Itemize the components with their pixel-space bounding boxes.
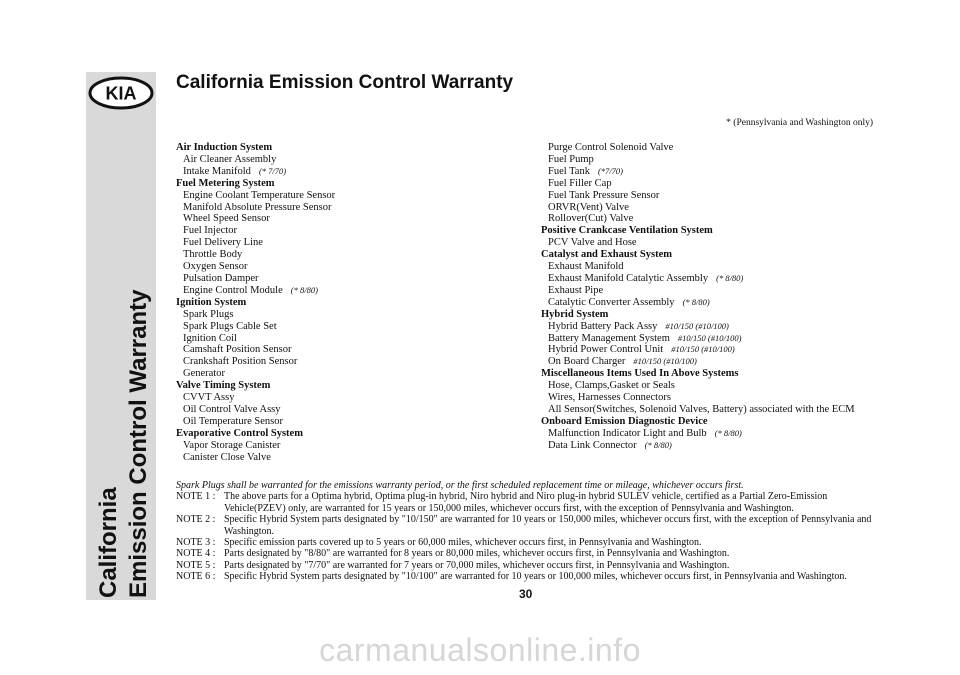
part-item bbox=[541, 404, 886, 416]
part-item bbox=[541, 440, 886, 452]
part-item bbox=[176, 392, 526, 404]
part-item bbox=[176, 154, 526, 166]
part-name: Engine Control Module bbox=[183, 284, 283, 296]
part-item bbox=[176, 416, 526, 428]
part-name: Fuel Filler Cap bbox=[548, 177, 612, 189]
note-text: Specific Hybrid System parts designated by "10/150" are warranted for 10 years or 150,000 miles, whichever occurs first, with the exception of Pennsylvania and Washington. bbox=[224, 514, 872, 537]
system-heading bbox=[541, 368, 886, 380]
system-heading bbox=[541, 416, 886, 428]
system-heading-text: Fuel Metering System bbox=[176, 177, 275, 189]
note-item bbox=[176, 514, 881, 537]
part-item bbox=[541, 344, 886, 356]
part-name: Oil Control Valve Assy bbox=[183, 403, 281, 415]
system-heading bbox=[541, 225, 886, 237]
part-name: Catalytic Converter Assembly bbox=[548, 296, 675, 308]
part-name: Fuel Pump bbox=[548, 153, 594, 165]
part-name: PCV Valve and Hose bbox=[548, 237, 637, 249]
sidebar-title-line2: Emission Control Warranty bbox=[125, 289, 152, 598]
scope-note: * (Pennsylvania and Washington only) bbox=[726, 118, 873, 128]
note-item bbox=[176, 537, 881, 548]
system-heading-text: Air Induction System bbox=[176, 142, 273, 153]
part-name: Oxygen Sensor bbox=[183, 261, 248, 273]
system-heading bbox=[541, 309, 886, 321]
part-name: Purge Control Solenoid Valve bbox=[548, 142, 674, 153]
part-item bbox=[176, 261, 526, 273]
part-item bbox=[176, 356, 526, 368]
warranty-code: (* 8/80) bbox=[290, 284, 318, 295]
notes-section bbox=[176, 480, 881, 583]
part-item bbox=[176, 249, 526, 261]
page-number: 30 bbox=[519, 587, 533, 601]
part-item bbox=[541, 273, 886, 285]
part-item bbox=[541, 333, 886, 345]
warranty-code: #10/150 (#10/100) bbox=[671, 344, 735, 355]
part-item bbox=[541, 261, 886, 273]
part-item bbox=[541, 202, 886, 214]
note-text: Specific emission parts covered up to 5 years or 60,000 miles, whichever occurs first, in Pennsylvania and Washington. bbox=[224, 537, 702, 549]
part-name: Exhaust Manifold bbox=[548, 261, 624, 273]
part-name: Malfunction Indicator Light and Bulb bbox=[548, 427, 707, 439]
system-heading bbox=[176, 428, 526, 440]
part-item bbox=[541, 237, 886, 249]
part-item bbox=[541, 213, 886, 225]
part-name: Fuel Tank Pressure Sensor bbox=[548, 189, 660, 201]
part-name: Vapor Storage Canister bbox=[183, 439, 281, 451]
part-item bbox=[541, 356, 886, 368]
part-name: ORVR(Vent) Valve bbox=[548, 201, 629, 213]
part-item bbox=[541, 154, 886, 166]
part-item bbox=[541, 166, 886, 178]
note-text: Specific Hybrid System parts designated by "10/100" are warranted for 10 years or 100,000 miles, whichever occurs first, in Pennsylvania and Washington. bbox=[224, 571, 847, 583]
part-name: Air Cleaner Assembly bbox=[183, 153, 277, 165]
note-item bbox=[176, 560, 881, 571]
part-item bbox=[176, 333, 526, 345]
part-name: Hose, Clamps,Gasket or Seals bbox=[548, 380, 675, 392]
part-item bbox=[541, 297, 886, 309]
part-name: Data Link Connector bbox=[548, 439, 637, 451]
part-name: Wheel Speed Sensor bbox=[183, 213, 270, 225]
warranty-code: #10/150 (#10/100) bbox=[665, 320, 729, 331]
part-name: Oil Temperature Sensor bbox=[183, 415, 283, 427]
part-name: Exhaust Manifold Catalytic Assembly bbox=[548, 272, 709, 284]
sidebar-title-line1: California bbox=[95, 487, 122, 598]
parts-list-left bbox=[176, 142, 526, 463]
part-item bbox=[541, 178, 886, 190]
system-heading-text: Valve Timing System bbox=[176, 380, 271, 392]
parts-list-right bbox=[541, 142, 886, 452]
part-item bbox=[176, 273, 526, 285]
part-item bbox=[176, 440, 526, 452]
part-name: Generator bbox=[183, 368, 225, 380]
part-name: Camshaft Position Sensor bbox=[183, 344, 292, 356]
part-item bbox=[176, 368, 526, 380]
part-name: Pulsation Damper bbox=[183, 272, 259, 284]
system-heading-text: Evaporative Control System bbox=[176, 427, 303, 439]
part-item bbox=[176, 452, 526, 464]
warranty-code: (* 8/80) bbox=[716, 272, 744, 283]
logo-text: KIA bbox=[105, 83, 137, 104]
system-heading-text: Onboard Emission Diagnostic Device bbox=[541, 415, 708, 427]
part-name: Hybrid Power Control Unit bbox=[548, 344, 664, 356]
part-item bbox=[176, 166, 526, 178]
part-item bbox=[176, 225, 526, 237]
note-label: NOTE 4 : bbox=[176, 548, 216, 560]
warranty-code: #10/150 (#10/100) bbox=[633, 356, 697, 367]
part-name: Canister Close Valve bbox=[183, 451, 271, 463]
part-item bbox=[541, 142, 886, 154]
note-text: Parts designated by "7/70" are warranted for 7 years or 70,000 miles, whichever occurs first, in Pennsylvania and Washington. bbox=[224, 559, 730, 571]
part-name: Throttle Body bbox=[183, 249, 243, 261]
note-item bbox=[176, 548, 881, 559]
part-name: Hybrid Battery Pack Assy bbox=[548, 320, 658, 332]
part-name: Spark Plugs Cable Set bbox=[183, 320, 277, 332]
part-name: Intake Manifold bbox=[183, 165, 251, 177]
part-name: Ignition Coil bbox=[183, 332, 237, 344]
part-name: Fuel Delivery Line bbox=[183, 237, 263, 249]
part-name: Battery Management System bbox=[548, 332, 670, 344]
system-heading-text: Miscellaneous Items Used In Above Systems bbox=[541, 368, 739, 380]
part-name: Rollover(Cut) Valve bbox=[548, 213, 634, 225]
note-item bbox=[176, 491, 881, 514]
watermark: carmanualsonline.info bbox=[319, 632, 641, 668]
part-name: Exhaust Pipe bbox=[548, 284, 604, 296]
warranty-code: (* 8/80) bbox=[714, 427, 742, 438]
notes-list bbox=[176, 491, 881, 582]
warranty-code: (*7/70) bbox=[597, 165, 623, 176]
note-text: Parts designated by "8/80" are warranted for 8 years or 80,000 miles, whichever occurs first, in Pennsylvania and Washington. bbox=[224, 548, 730, 560]
part-name: Manifold Absolute Pressure Sensor bbox=[183, 201, 332, 213]
system-heading bbox=[176, 178, 526, 190]
part-item bbox=[541, 321, 886, 333]
part-name: Wires, Harnesses Connectors bbox=[548, 392, 671, 404]
system-heading-text: Catalyst and Exhaust System bbox=[541, 249, 672, 261]
part-name: Engine Coolant Temperature Sensor bbox=[183, 189, 336, 201]
note-label: NOTE 2 : bbox=[176, 514, 216, 526]
part-item bbox=[176, 309, 526, 321]
part-name: Spark Plugs bbox=[183, 308, 234, 320]
note-label: NOTE 5 : bbox=[176, 559, 216, 571]
part-item bbox=[176, 190, 526, 202]
part-item bbox=[541, 428, 886, 440]
part-name: Fuel Tank bbox=[548, 165, 590, 177]
note-text: The above parts for a Optima hybrid, Optima plug-in hybrid, Niro hybrid and Niro plug-in hybrid SULEV vehicle, certified as a Partial Zero-Emission Vehicle(PZEV) only, are warranted for 15 years or 150,000 miles, whichever occurs first, with the exception of Pennsylvania and Washington. bbox=[224, 491, 828, 514]
system-heading-text: Ignition System bbox=[176, 296, 247, 308]
warranty-code: (* 7/70) bbox=[258, 165, 287, 176]
part-name: CVVT Assy bbox=[183, 392, 235, 404]
part-item bbox=[176, 285, 526, 297]
part-name: All Sensor(Switches, Solenoid Valves, Battery) associated with the ECM bbox=[548, 403, 855, 415]
system-heading-text: Positive Crankcase Ventilation System bbox=[541, 225, 713, 237]
system-heading bbox=[176, 380, 526, 392]
note-label: NOTE 3 : bbox=[176, 537, 216, 549]
system-heading bbox=[176, 142, 526, 154]
part-item bbox=[541, 285, 886, 297]
system-heading-text: Hybrid System bbox=[541, 308, 609, 320]
part-item bbox=[541, 380, 886, 392]
part-item bbox=[541, 392, 886, 404]
warranty-code: #10/150 (#10/100) bbox=[677, 332, 742, 343]
part-name: Crankshaft Position Sensor bbox=[183, 356, 298, 368]
kia-logo bbox=[88, 76, 154, 110]
part-item bbox=[176, 404, 526, 416]
part-item bbox=[176, 202, 526, 214]
part-item bbox=[176, 237, 526, 249]
part-item bbox=[176, 344, 526, 356]
note-label: NOTE 6 : bbox=[176, 571, 216, 583]
system-heading bbox=[541, 249, 886, 261]
note-item bbox=[176, 571, 881, 582]
system-heading bbox=[176, 297, 526, 309]
spark-plug-note: Spark Plugs shall be warranted for the emissions warranty period, or the first scheduled replacement time or mileage, whichever occurs first. bbox=[176, 480, 744, 491]
note-label: NOTE 1 : bbox=[176, 491, 216, 503]
part-name: Fuel Injector bbox=[183, 225, 237, 237]
page-title: California Emission Control Warranty bbox=[176, 72, 514, 93]
part-name: On Board Charger bbox=[548, 356, 626, 368]
part-item bbox=[541, 190, 886, 202]
warranty-code: (* 8/80) bbox=[682, 296, 710, 307]
sidebar-title bbox=[86, 110, 156, 600]
part-item bbox=[176, 321, 526, 333]
part-item bbox=[176, 213, 526, 225]
warranty-code: (* 8/80) bbox=[644, 439, 672, 450]
